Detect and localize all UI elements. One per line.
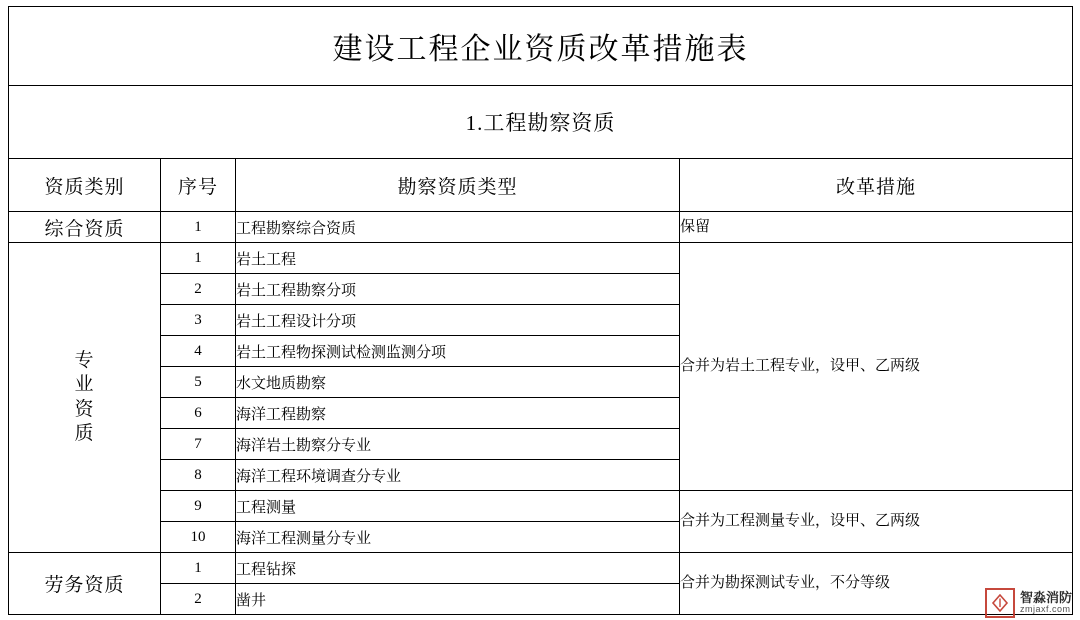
row-index: 9 bbox=[161, 491, 236, 522]
row-type: 工程钻探 bbox=[236, 553, 680, 584]
table-subtitle-row bbox=[9, 86, 1073, 159]
reform-measures-table bbox=[8, 6, 1073, 615]
row-type: 岩土工程勘察分项 bbox=[236, 274, 680, 305]
category-line: 质 bbox=[74, 422, 95, 444]
row-index: 8 bbox=[161, 460, 236, 491]
row-index: 1 bbox=[161, 553, 236, 584]
watermark-title: 智淼消防 bbox=[1019, 590, 1072, 606]
row-index: 1 bbox=[161, 243, 236, 274]
row-index: 2 bbox=[161, 584, 236, 615]
row-type: 海洋工程勘察 bbox=[236, 398, 680, 429]
table-row bbox=[9, 553, 1073, 584]
row-index: 6 bbox=[161, 398, 236, 429]
watermark bbox=[985, 588, 1072, 618]
row-type: 海洋工程测量分专业 bbox=[236, 522, 680, 553]
row-index: 10 bbox=[161, 522, 236, 553]
row-index: 2 bbox=[161, 274, 236, 305]
document-title: 建设工程企业资质改革措施表 bbox=[9, 7, 1073, 86]
row-index: 5 bbox=[161, 367, 236, 398]
table-row bbox=[9, 491, 1073, 522]
watermark-text bbox=[1020, 591, 1072, 614]
section-title: 1.工程勘察资质 bbox=[9, 86, 1073, 159]
header-index: 序号 bbox=[161, 159, 236, 212]
watermark-subtitle: zmjaxf.com bbox=[1019, 604, 1071, 615]
row-type: 工程测量 bbox=[236, 491, 680, 522]
measure-cell: 保留 bbox=[680, 212, 1073, 243]
table-header-row bbox=[9, 159, 1073, 212]
measure-cell: 合并为勘探测试专业，不分等级 bbox=[680, 553, 1073, 615]
row-index: 7 bbox=[161, 429, 236, 460]
row-type: 海洋岩土勘察分专业 bbox=[236, 429, 680, 460]
measure-cell: 合并为岩土工程专业，设甲、乙两级 bbox=[680, 243, 1073, 491]
row-type: 岩土工程 bbox=[236, 243, 680, 274]
category-cell: 综合资质 bbox=[9, 212, 161, 243]
table-row bbox=[9, 212, 1073, 243]
shield-logo-icon bbox=[985, 588, 1015, 618]
category-cell bbox=[9, 243, 161, 553]
row-index: 3 bbox=[161, 305, 236, 336]
table-title-row bbox=[9, 7, 1073, 86]
row-type: 水文地质勘察 bbox=[236, 367, 680, 398]
row-index: 1 bbox=[161, 212, 236, 243]
row-type: 工程勘察综合资质 bbox=[236, 212, 680, 243]
row-type: 岩土工程设计分项 bbox=[236, 305, 680, 336]
row-type: 凿井 bbox=[236, 584, 680, 615]
category-line: 资 bbox=[74, 398, 95, 420]
category-line: 专 bbox=[74, 349, 95, 371]
category-line: 业 bbox=[74, 374, 95, 396]
header-measure: 改革措施 bbox=[680, 159, 1073, 212]
row-type: 岩土工程物探测试检测监测分项 bbox=[236, 336, 680, 367]
header-type: 勘察资质类型 bbox=[236, 159, 680, 212]
table-row bbox=[9, 243, 1073, 274]
row-index: 4 bbox=[161, 336, 236, 367]
category-cell: 劳务资质 bbox=[9, 553, 161, 615]
measure-cell: 合并为工程测量专业，设甲、乙两级 bbox=[680, 491, 1073, 553]
row-type: 海洋工程环境调查分专业 bbox=[236, 460, 680, 491]
header-category: 资质类别 bbox=[9, 159, 161, 212]
